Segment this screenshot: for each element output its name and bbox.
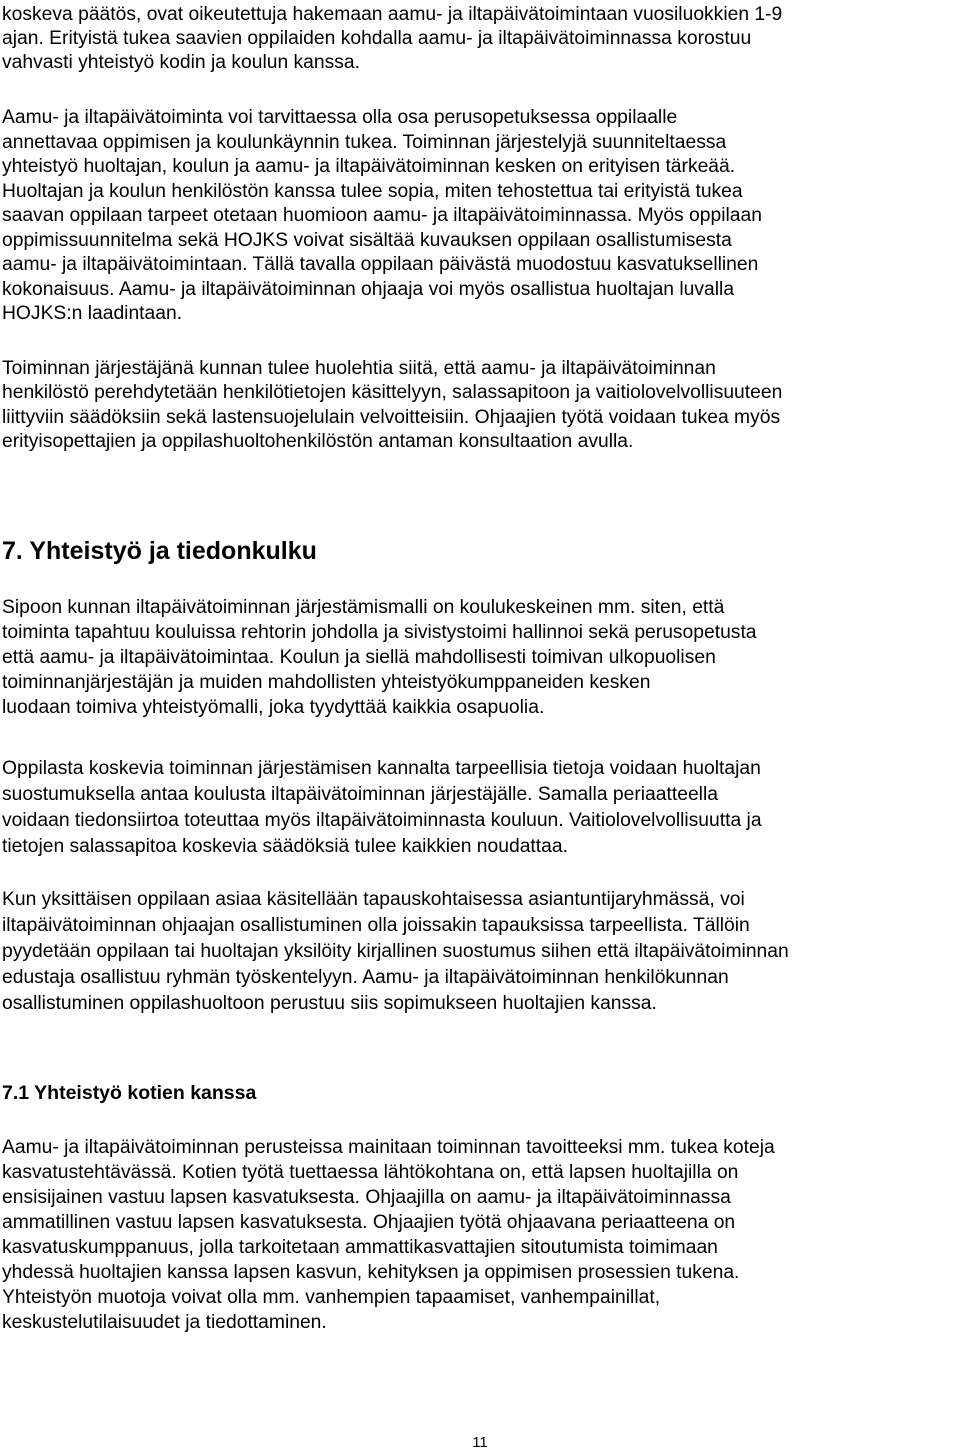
text-line: HOJKS:n laadintaan. [2,303,183,324]
text-line: osallistuminen oppilashuoltoon perustuu siis sopimukseen huoltajien kanssa. [2,993,657,1014]
text-line: toiminta tapahtuu kouluissa rehtorin johdolla ja sivistystoimi hallinnoi sekä perusopetusta [2,622,757,643]
text-line: edustaja osallistuu ryhmän työskentelyyn. Aamu- ja iltapäivätoiminnan henkilökunnan [2,967,729,988]
section-heading-7: 7. Yhteistyö ja tiedonkulku [2,537,317,565]
text-line: voidaan tiedonsiirtoa toteuttaa myös iltapäivätoiminnasta kouluun. Vaitiolovelvollisuutta ja [2,810,762,831]
text-line: saavan oppilaan tarpeet otetaan huomioon aamu- ja iltapäivätoiminnassa. Myös oppilaan [2,205,762,226]
text-line: suostumuksella antaa koulusta iltapäivätoiminnan järjestäjälle. Samalla periaatteella [2,784,718,805]
text-line: toiminnanjärjestäjän ja muiden mahdollisten yhteistyökumppaneiden kesken [2,672,651,693]
text-line: Aamu- ja iltapäivätoiminnan perusteissa mainitaan toiminnan tavoitteeksi mm. tukea koteja [2,1137,775,1158]
text-line: aamu- ja iltapäivätoimintaan. Tällä tavalla oppilaan päivästä muodostuu kasvatuksellinen [2,254,759,275]
text-line: keskustelutilaisuudet ja tiedottaminen. [2,1312,327,1333]
page-number: 11 [472,1434,488,1451]
text-line: Toiminnan järjestäjänä kunnan tulee huolehtia siitä, että aamu- ja iltapäivätoiminnan [2,358,716,379]
text-line: Oppilasta koskevia toiminnan järjestämisen kannalta tarpeellisia tietoja voidaan huoltajan [2,758,761,779]
text-line: liittyviin säädöksiin sekä lastensuojelulain velvoitteisiin. Ohjaajien työtä voidaan tukea myös [2,407,781,428]
text-line: Yhteistyön muotoja voivat olla mm. vanhempien tapaamiset, vanhempainillat, [2,1287,661,1308]
text-line: ensisijainen vastuu lapsen kasvatuksesta. Ohjaajilla on aamu- ja iltapäivätoiminnassa [2,1187,731,1208]
text-line: luodaan toimiva yhteistyömalli, joka tyydyttää kaikkia osapuolia. [2,697,545,718]
text-line: vahvasti yhteistyö kodin ja koulun kanssa. [2,52,360,73]
text-line: tietojen salassapitoa koskevia säädöksiä tulee kaikkien noudattaa. [2,836,568,857]
text-line: että aamu- ja iltapäivätoimintaa. Koulun ja siellä mahdollisesti toimivan ulkopuolisen [2,647,716,668]
text-line: Huoltajan ja koulun henkilöstön kanssa tulee sopia, miten tehostettua tai erityistä tukea [2,181,743,202]
text-line: Sipoon kunnan iltapäivätoiminnan järjestämismalli on koulukeskeinen mm. siten, että [2,597,725,618]
text-line: annettavaa oppimisen ja koulunkäynnin tukea. Toiminnan järjestelyjä suunniteltaessa [2,132,727,153]
text-line: pyydetään oppilaan tai huoltajan yksilöity kirjallinen suostumus siihen että iltapäivätoiminnan [2,941,789,962]
text-line: oppimissuunnitelma sekä HOJKS voivat sisältää kuvauksen oppilaan osallistumisesta [2,230,732,251]
text-line: kokonaisuus. Aamu- ja iltapäivätoiminnan ohjaaja voi myös osallistua huoltajan luvalla [2,279,735,300]
text-line: yhteistyö huoltajan, koulun ja aamu- ja iltapäivätoiminnan kesken on erityisen tärkeää. [2,156,736,177]
text-line: iltapäivätoiminnan ohjaajan osallistuminen olla joissakin tapauksissa tarpeellista. Tällöin [2,915,750,936]
text-line: henkilöstö perehdytetään henkilötietojen käsittelyyn, salassapitoon ja vaitiolovelvollisuuteen [2,382,783,403]
text-line: yhdessä huoltajien kanssa lapsen kasvun, kehityksen ja oppimisen prosessien tukena. [2,1262,740,1283]
text-line: kasvatuskumppanuus, jolla tarkoitetaan ammattikasvattajien sitoutumista toimimaan [2,1237,718,1258]
text-line: Aamu- ja iltapäivätoiminta voi tarvittaessa olla osa perusopetuksessa oppilaalle [2,107,678,128]
section-heading-7-1: 7.1 Yhteistyö kotien kanssa [2,1082,257,1104]
text-line: kasvatustehtävässä. Kotien työtä tuettaessa lähtökohtana on, että lapsen huoltajilla on [2,1162,739,1183]
text-line: ammatillinen vastuu lapsen kasvatuksesta. Ohjaajien työtä ohjaavana periaatteena on [2,1212,736,1233]
text-line: Kun yksittäisen oppilaan asiaa käsitellään tapauskohtaisessa asiantuntijaryhmässä, voi [2,889,745,910]
text-line: koskeva päätös, ovat oikeutettuja hakemaan aamu- ja iltapäivätoimintaan vuosiluokkien 1-9 [2,4,783,25]
text-line: erityisopettajien ja oppilashuoltohenkilöstön antaman konsultaation avulla. [2,431,634,452]
text-line: ajan. Erityistä tukea saavien oppilaiden kohdalla aamu- ja iltapäivätoiminnassa korostuu [2,28,752,49]
